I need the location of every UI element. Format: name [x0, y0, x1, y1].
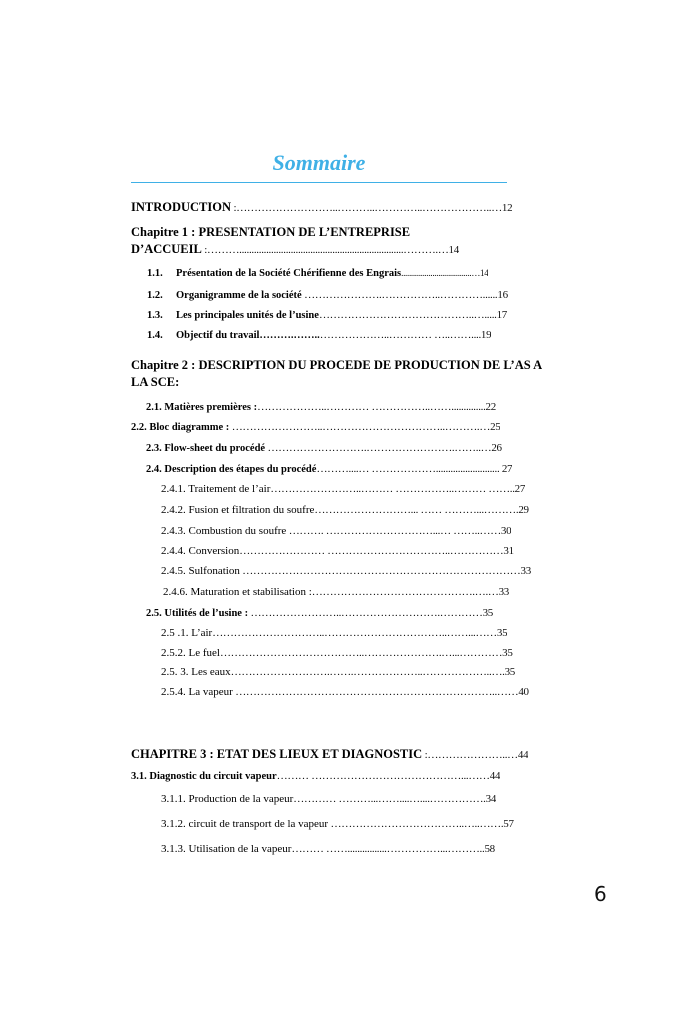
toc-entry: INTRODUCTION :………………………..………..…………..………………..…12: [131, 200, 513, 214]
toc-entry: 3.1.2. circuit de transport de la vapeur ………………………………..…..…….57: [161, 818, 514, 830]
toc-entry: 2.5. 3. Les eaux……………………….…….………………..………………..….35: [161, 666, 516, 678]
page-number: 6: [594, 882, 607, 906]
toc-entry: 2.1. Matières premières :………………..………… ……………..……..............22: [146, 401, 496, 413]
toc-entry: 1.1. Présentation de la Société Chérifienne des Engrais....................................…14: [147, 268, 489, 279]
toc-entry: CHAPITRE 3 : ETAT DES LIEUX ET DIAGNOSTIC :…………………..…44: [131, 747, 529, 761]
toc-entry: 2.4.1. Traitement de l’air……………………..……… ……………..……… ……..27: [161, 483, 526, 495]
toc-entry: 2.4.5. Sulfonation ……………………………………………………………………33: [161, 565, 531, 577]
toc-entry: 2.4. Description des étapes du procédé………....… ……………….......................... 27: [146, 463, 513, 475]
toc-entry: 2.5 .1. L’air…………………………..……………………………..……...……35: [161, 627, 508, 639]
toc-entry: 2.4.2. Fusion et filtration du soufre………………………... …… ………...……….29: [161, 504, 529, 516]
toc-entry: LA SCE:: [131, 375, 180, 389]
toc-entry: Chapitre 2 : DESCRIPTION DU PROCEDE DE PRODUCTION DE L’AS A: [131, 358, 543, 372]
toc-entry: 1.3. Les principales unités de l’usine……………………………………..….....17: [147, 309, 507, 321]
toc-entry: 2.3. Flow-sheet du procédé ……………………….…………………….……..…26: [146, 442, 502, 454]
toc-entry: 1.4. Objectif du travail……….……..………………..………… …..……....19: [147, 329, 492, 341]
toc-entry: 2.4.3. Combustion du soufre ………. …………………………...… ……..……30: [161, 525, 512, 537]
toc-entry: 3.1.1. Production de la vapeur………… ………...……....…....…………….34: [161, 793, 497, 805]
toc-entry: 2.5.2. Le fuel…………………………………..………………….…...…………35: [161, 647, 513, 659]
page-title: Sommaire: [272, 150, 366, 175]
toc-entry: 2.5. Utilités de l’usine : ……………………..……………………….…………35: [146, 607, 493, 619]
toc-entry: 2.2. Bloc diagramme : ……………………..……………………………..……….…25: [131, 421, 501, 433]
toc-entry: 1.2. Organigramme de la société ………………….……………..…………......16: [147, 289, 508, 301]
title-underline: [131, 182, 507, 183]
toc-entry: 3.1.3. Utilisation de la vapeur……… ……................……………...………..58: [161, 843, 495, 855]
toc-entry: 3.1. Diagnostic du circuit vapeur……… ……………………………………...……44: [131, 770, 501, 782]
toc-entry: D’ACCUEIL :………...................................................................……….…14: [131, 242, 459, 256]
toc-entry: 2.4.4. Conversion…………………… ……………………………..……………31: [161, 545, 514, 557]
toc-entry: Chapitre 1 : PRESENTATION DE L’ENTREPRISE: [131, 225, 411, 239]
toc-entry: 2.5.4. La vapeur ………………………………………………………………..……40: [161, 686, 529, 698]
toc-entry: 2.4.6. Maturation et stabilisation :……………………………………….….…33: [163, 586, 509, 598]
